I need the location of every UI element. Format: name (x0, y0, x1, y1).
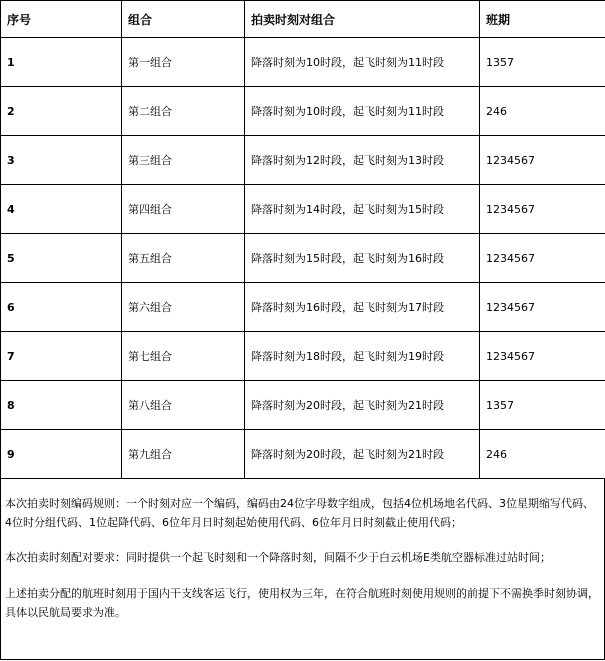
cell-group: 第五组合 (122, 234, 245, 283)
pairing-requirement-note: 本次拍卖时刻配对要求：同时提供一个起飞时刻和一个降落时刻，间隔不少于白云机场E类航空器标准过站时间； (5, 551, 551, 564)
cell-slot-pair: 降落时刻为16时段，起飞时刻为17时段 (245, 283, 480, 332)
header-group: 组合 (122, 1, 245, 38)
table-row (1, 332, 605, 381)
cell-schedule-days: 1357 (480, 38, 605, 87)
cell-schedule-days: 1234567 (480, 234, 605, 283)
cell-serial: 5 (1, 234, 122, 283)
cell-group: 第三组合 (122, 136, 245, 185)
cell-serial: 9 (1, 430, 122, 479)
cell-slot-pair: 降落时刻为10时段，起飞时刻为11时段 (245, 38, 480, 87)
cell-schedule-days: 246 (480, 430, 605, 479)
cell-serial: 3 (1, 136, 122, 185)
cell-serial: 6 (1, 283, 122, 332)
table-row (1, 234, 605, 283)
header-schedule-days: 班期 (480, 1, 605, 38)
table-row (1, 38, 605, 87)
table-row (1, 87, 605, 136)
cell-group: 第四组合 (122, 185, 245, 234)
cell-slot-pair: 降落时刻为14时段，起飞时刻为15时段 (245, 185, 480, 234)
table-body (1, 38, 605, 479)
cell-schedule-days: 1234567 (480, 332, 605, 381)
cell-group: 第六组合 (122, 283, 245, 332)
cell-slot-pair: 降落时刻为10时段，起飞时刻为11时段 (245, 87, 480, 136)
cell-slot-pair: 降落时刻为20时段，起飞时刻为21时段 (245, 381, 480, 430)
header-serial: 序号 (1, 1, 122, 38)
cell-schedule-days: 246 (480, 87, 605, 136)
table-header-row (1, 1, 605, 38)
cell-serial: 2 (1, 87, 122, 136)
cell-group: 第一组合 (122, 38, 245, 87)
cell-group: 第七组合 (122, 332, 245, 381)
cell-slot-pair: 降落时刻为20时段，起飞时刻为21时段 (245, 430, 480, 479)
table-row (1, 283, 605, 332)
cell-serial: 7 (1, 332, 122, 381)
table-row (1, 381, 605, 430)
cell-serial: 8 (1, 381, 122, 430)
coding-rule-note: 本次拍卖时刻编码规则：一个时刻对应一个编码，编码由24位字母数字组成，包括4位机场地名代码、3位星期缩写代码、4位时分组代码、1位起降代码、6位年月日时刻起始使用代码、6位年月日时刻截止使用代码； (5, 497, 594, 529)
header-slot-pair: 拍卖时刻对组合 (245, 1, 480, 38)
cell-group: 第八组合 (122, 381, 245, 430)
cell-schedule-days: 1234567 (480, 136, 605, 185)
table-row (1, 185, 605, 234)
cell-serial: 4 (1, 185, 122, 234)
cell-schedule-days: 1234567 (480, 185, 605, 234)
usage-note: 上述拍卖分配的航班时刻用于国内干支线客运飞行，使用权为三年，在符合航班时刻使用规则的前提下不需换季时刻协调，具体以民航局要求为准。 (5, 587, 599, 619)
cell-slot-pair: 降落时刻为18时段，起飞时刻为19时段 (245, 332, 480, 381)
cell-slot-pair: 降落时刻为12时段，起飞时刻为13时段 (245, 136, 480, 185)
table-row (1, 136, 605, 185)
table-row (1, 430, 605, 479)
cell-serial: 1 (1, 38, 122, 87)
notes-section (0, 478, 605, 660)
cell-schedule-days: 1234567 (480, 283, 605, 332)
cell-group: 第九组合 (122, 430, 245, 479)
cell-schedule-days: 1357 (480, 381, 605, 430)
cell-slot-pair: 降落时刻为15时段，起飞时刻为16时段 (245, 234, 480, 283)
cell-group: 第二组合 (122, 87, 245, 136)
